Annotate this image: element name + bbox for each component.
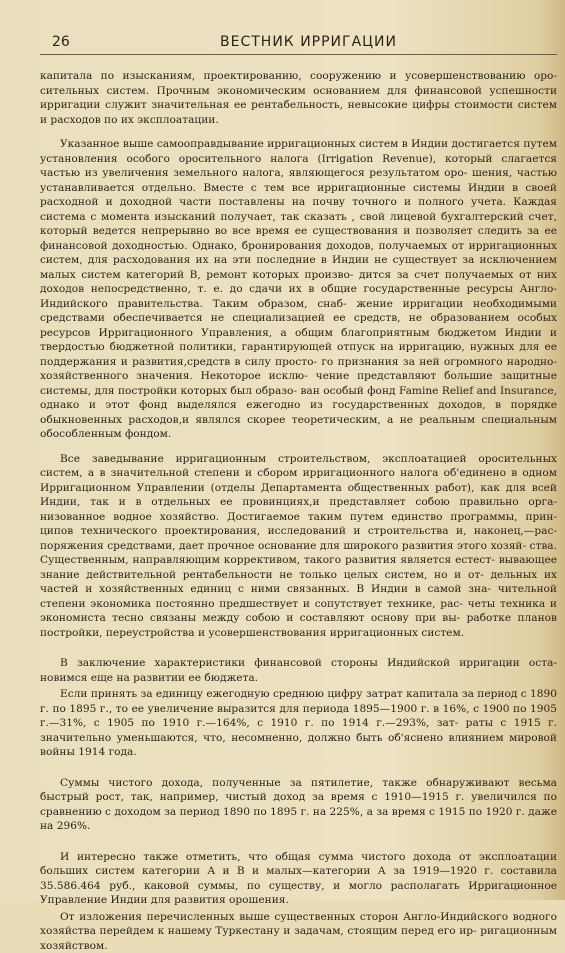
paragraph-7: И интересно также отметить, что общая сумма чистого дохода от эксплоатации больших систем категории А и В и малых—категории А за 1919—1920 г. составила 35.586.464 руб., каковой суммы, по существу, и могло располагать Ирригационное Управление Индии для развития орошения. (40, 850, 557, 908)
paragraph-1: капитала по изысканиям, проектированию, сооружению и усовершенствованию оро- сительных систем. Прочным экономическим основанием для финансовой успешности ирригации служит значительная ее рентабельность, невысокие цифры стоимости систем и расходов по их эксплоатации. (40, 69, 557, 127)
paragraph-6: Суммы чистого дохода, полученные за пятилетие, также обнаруживают весьма быстрый рост, так, например, чистый доход за время с 1910—1915 г. увеличился по сравнению с доходом за период 1890 по 1895 г. на 225%, а за время с 1915 по 1920 г. даже на 296%. (40, 776, 557, 834)
page-header (40, 28, 557, 55)
paragraph-2: Указанное выше самоопрaвдывание ирригационных систем в Индии достигается путем установления особого оросительного налога (Irrigation Revenue), который слагается частью из увеличения земельного налога, являющегося результатом оро- шения, частью устанавливается отдельно. Вместе с тем все ирригационные системы Индии в своей расходной и доходной части поставлены на почву точного и полного учета. Каждая система с момента изысканий получает, так сказать , свой лицевой бухгалтерский счет, который ведется непрерывно во все время ее существования и позволяет следить за ее финансовой доходностью. Однако, бронирования доходов, получаемых от ирригационных систем, для расходования их на эти последние в Индии не существует за исключением малых систем категорий В, ремонт которых произво- дится за счет получаемых от них доходов непосредственно, т. е. до сдачи их в общие государственные ресурсы Англо-Индийского правительства. Таким образом, снаб- жение ирригации необходимыми средствами обеспечивается не специализацией ее средств, не образованием особых ресурсов Ирригационного Управления, а общим благоприятным бюджетом Индии и твердостью бюджетной политики, гарантирующей отпуск на ирригацию, нужных для ее поддержания и развития,средств в силу просто- го признания за ней огромного народно-хозяйственного значения. Некоторое исклю- чение представляют большие защитные системы, для постройки которых был образо- ван особый фонд Famine Relief and Insurance, однако и этот фонд выделялся ежегодно из государственных доходов, в порядке обыкновенных расходов,и являлся скорее теоретическим, а не реальным специальным обособленным фондом. (40, 137, 557, 442)
journal-title: ВЕСТНИК ИРРИГАЦИИ (40, 34, 557, 50)
page-number: 26 (52, 34, 70, 50)
paragraph-8: От изложения перечисленных выше существенных сторон Англо-Индийского водного хозяйства перейдем к нашему Туркестану и задачам, стоящим перед его ир- ригационным хозяйством. (40, 910, 557, 953)
paragraph-3: Все заведывание ирригационным строительством, эксплоатацией оросительных систем, а в значительной степени и сбором ирригационного налога об'единено в одном Ирригационном Управлении (отделы Департамента общественных работ), как для всей Индии, так и в отдельных ее провинциях,и представляет собою правильно орга- низованное водное хозяйство. Достигаемое таким путем единство программы, прин- ципов технического проектирования, исследований и строительства и, наконец,—рас- поряжения средствами, дает прочное основание для широкого развития этого хозяй- ства. Существенным, направляющим коррективом, такого развития является естест- вывающее знание действительной рентабельности не только целых систем, но и от- дельных их частей и хозяйственных единиц с ними связанных. В Индии в самой зна- чительной степени экономика постоянно предшествует и сопутствует технике, рас- четы техника и экономиста тесно связаны между собою и составляют основу при вы- работке планов постройки, переустройства и усовершенствования ирригационных систем. (40, 452, 557, 641)
paragraph-4: В заключение характеристики финансовой стороны Индийской ирригации оста- новимся еще на развитии ее бюджета. (40, 656, 557, 685)
paragraph-5: Если принять за единицу ежегодную среднюю цифру затрат капитала за период с 1890 г. по 1895 г., то ее увеличение выразится для периода 1895—1900 г. в 16%, с 1900 по 1905 г.—31%, с 1905 по 1910 г.—164%, с 1910 г. по 1914 г.—293%, зат- раты с 1915 г. значительно уменьшаются, что, несомненно, должно быть об'яснено влиянием мировой войны 1914 года. (40, 687, 557, 760)
